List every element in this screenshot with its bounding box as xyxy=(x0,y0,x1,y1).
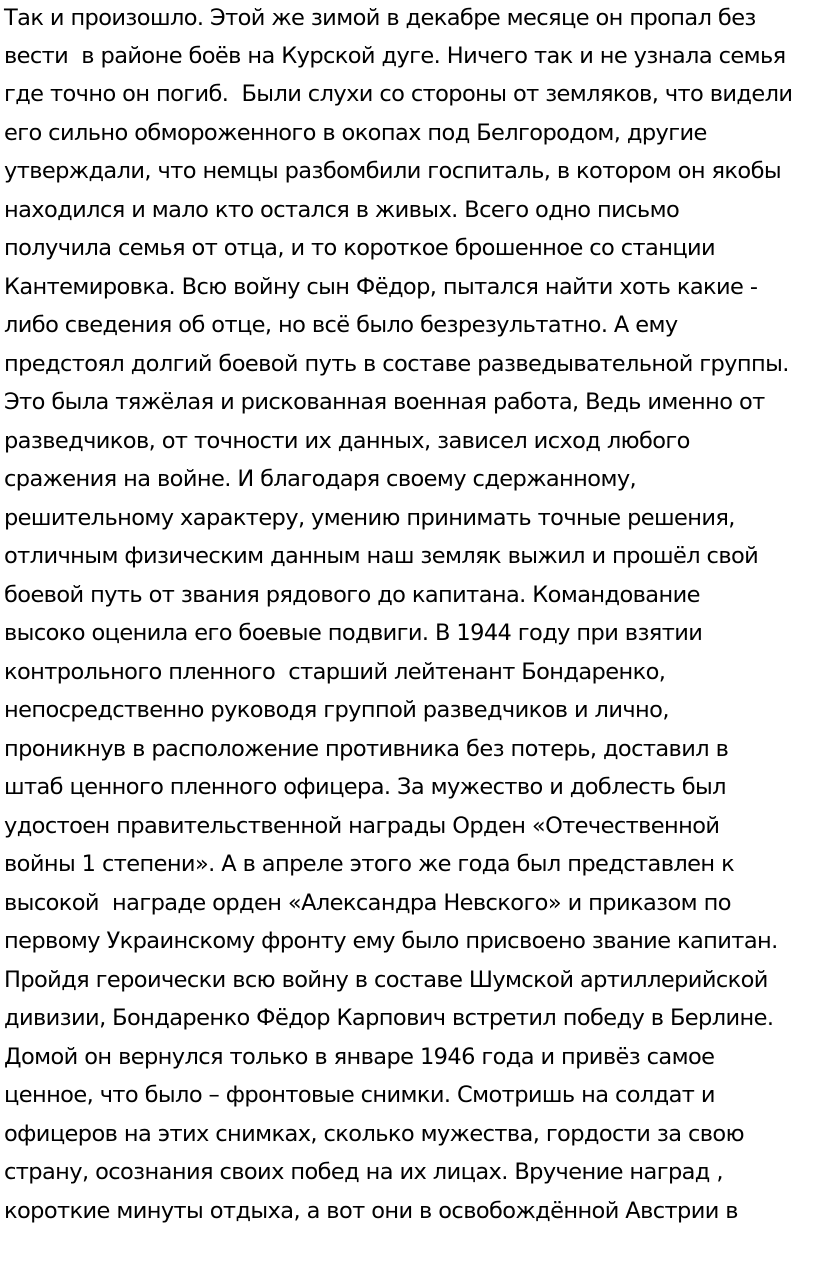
text-line: где точно он погиб. Были слухи со стороны от земляков, что видели xyxy=(4,81,793,107)
text-line: его сильно обмороженного в окопах под Белгородом, другие xyxy=(4,120,707,146)
text-line: вести в районе боёв на Курской дуге. Ничего так и не узнала семья xyxy=(4,43,786,69)
text-line: либо сведения об отце, но всё было безрезультатно. А ему xyxy=(4,312,678,338)
text-line: контрольного пленного старший лейтенант Бондаренко, xyxy=(4,659,666,685)
text-line: штаб ценного пленного офицера. За мужество и доблесть был xyxy=(4,774,726,800)
text-line: получила семья от отца, и то короткое брошенное со станции xyxy=(4,235,716,261)
text-line: отличным физическим данным наш земляк выжил и прошёл свой xyxy=(4,543,759,569)
text-line: войны 1 степени». А в апреле этого же года был представлен к xyxy=(4,851,735,877)
text-line: офицеров на этих снимках, сколько мужества, гордости за свою xyxy=(4,1121,744,1147)
text-line: первому Украинскому фронту ему было присвоено звание капитан. xyxy=(4,928,778,954)
text-line: сражения на войне. И благодаря своему сдержанному, xyxy=(4,466,637,492)
text-line: разведчиков, от точности их данных, зависел исход любого xyxy=(4,428,690,454)
text-line: дивизии, Бондаренко Фёдор Карпович встретил победу в Берлине. xyxy=(4,1005,774,1031)
text-line: непосредственно руководя группой разведчиков и лично, xyxy=(4,697,669,723)
text-line: Это была тяжёлая и рискованная военная работа, Ведь именно от xyxy=(4,389,765,415)
text-line: предстоял долгий боевой путь в составе разведывательной группы. xyxy=(4,351,789,377)
text-line: Так и произошло. Этой же зимой в декабре месяце он пропал без xyxy=(4,5,756,31)
text-line: проникнув в расположение противника без потерь, доставил в xyxy=(4,736,729,762)
text-line: решительному характеру, умению принимать точные решения, xyxy=(4,505,735,531)
text-line: Пройдя героически всю войну в составе Шумской артиллерийской xyxy=(4,967,768,993)
text-line: короткие минуты отдыха, а вот они в освобождённой Австрии в xyxy=(4,1198,738,1224)
text-line: страну, осознания своих побед на их лицах. Вручение наград , xyxy=(4,1159,723,1185)
text-line: высокой награде орден «Александра Невского» и приказом по xyxy=(4,890,731,916)
text-line: утверждали, что немцы разбомбили госпиталь, в котором он якобы xyxy=(4,158,782,184)
text-line: Кантемировка. Всю войну сын Фёдор, пытался найти хоть какие - xyxy=(4,274,758,300)
text-line: ценное, что было – фронтовые снимки. Смотришь на солдат и xyxy=(4,1082,715,1108)
text-line: высоко оценила его боевые подвиги. В 1944 году при взятии xyxy=(4,620,703,646)
text-line: Домой он вернулся только в январе 1946 года и привёз самое xyxy=(4,1044,715,1070)
text-line: удостоен правительственной награды Орден «Отечественной xyxy=(4,813,720,839)
text-line: находился и мало кто остался в живых. Всего одно письмо xyxy=(4,197,680,223)
text-line: боевой путь от звания рядового до капитана. Командование xyxy=(4,582,700,608)
